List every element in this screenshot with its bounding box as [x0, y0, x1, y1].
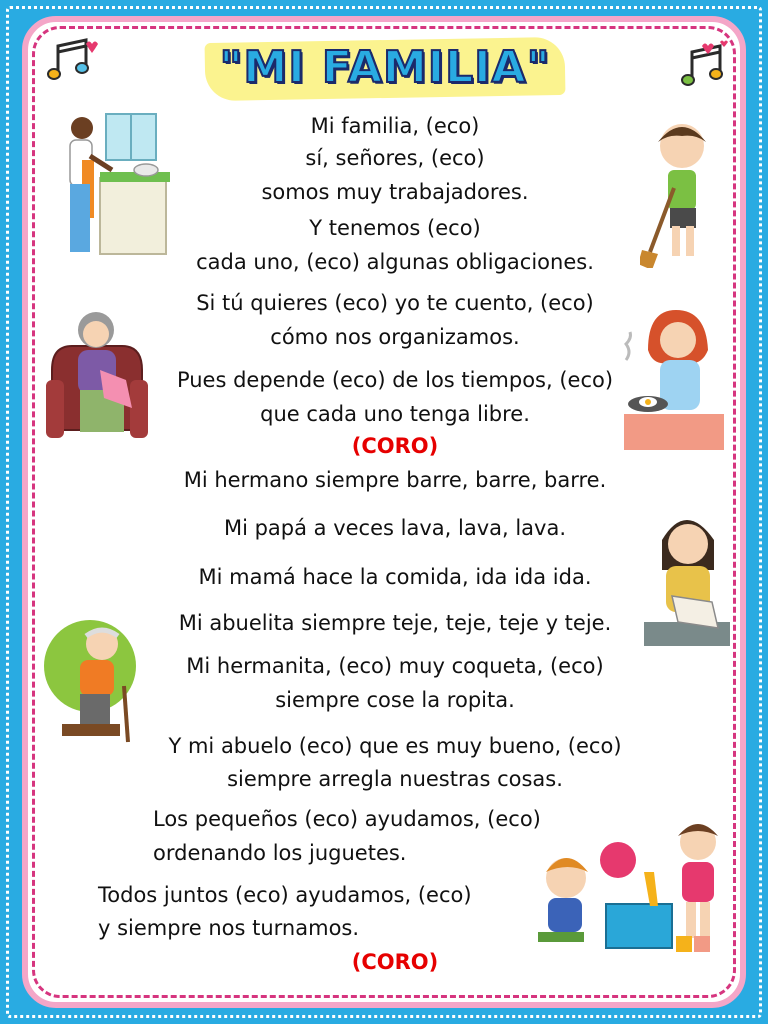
lyric-line: que cada uno tenga libre.: [260, 402, 530, 426]
lyric-line: Mi mamá hace la comida, ida ida ida.: [198, 565, 592, 589]
lyric-line: siempre cose la ropita.: [275, 688, 515, 712]
lyric-line: Mi hermano siempre barre, barre, barre.: [183, 468, 607, 492]
lyric-line: siempre arregla nuestras cosas.: [227, 767, 563, 791]
lyric-line: Mi papá a veces lava, lava, lava.: [223, 516, 567, 540]
chorus-label: (CORO): [351, 434, 439, 458]
music-notes-icon: [678, 40, 734, 88]
lyric-line: Todos juntos (eco) ayudamos, (eco): [98, 883, 472, 907]
lyric-line: Mi hermanita, (eco) muy coqueta, (eco): [186, 654, 604, 678]
lyric-line: sí, señores, (eco): [305, 146, 485, 170]
chorus-label: (CORO): [351, 950, 439, 974]
lyric-line: Si tú quieres (eco) yo te cuento, (eco): [196, 291, 594, 315]
lyric-line: Mi abuelita siempre teje, teje, teje y teje.: [178, 611, 612, 635]
page-title: "MI FAMILIA": [219, 42, 551, 93]
music-notes-icon: [46, 36, 102, 84]
lyric-line: somos muy trabajadores.: [261, 180, 529, 204]
lyric-line: Y mi abuelo (eco) que es muy bueno, (eco): [168, 734, 622, 758]
lyric-line: Pues depende (eco) de los tiempos, (eco): [176, 368, 614, 392]
lyric-line: y siempre nos turnamos.: [98, 916, 360, 940]
lyric-line: Y tenemos (eco): [309, 216, 481, 240]
grandfather-illustration: [36, 616, 148, 748]
lyric-line: cada uno, (eco) algunas obligaciones.: [196, 250, 594, 274]
lyric-line: ordenando los juguetes.: [153, 841, 407, 865]
lyric-line: Mi familia, (eco): [310, 114, 480, 138]
lyric-line: Los pequeños (eco) ayudamos, (eco): [153, 807, 541, 831]
children-tidying-toys-illustration: [508, 812, 730, 962]
lyric-line: cómo nos organizamos.: [270, 325, 520, 349]
